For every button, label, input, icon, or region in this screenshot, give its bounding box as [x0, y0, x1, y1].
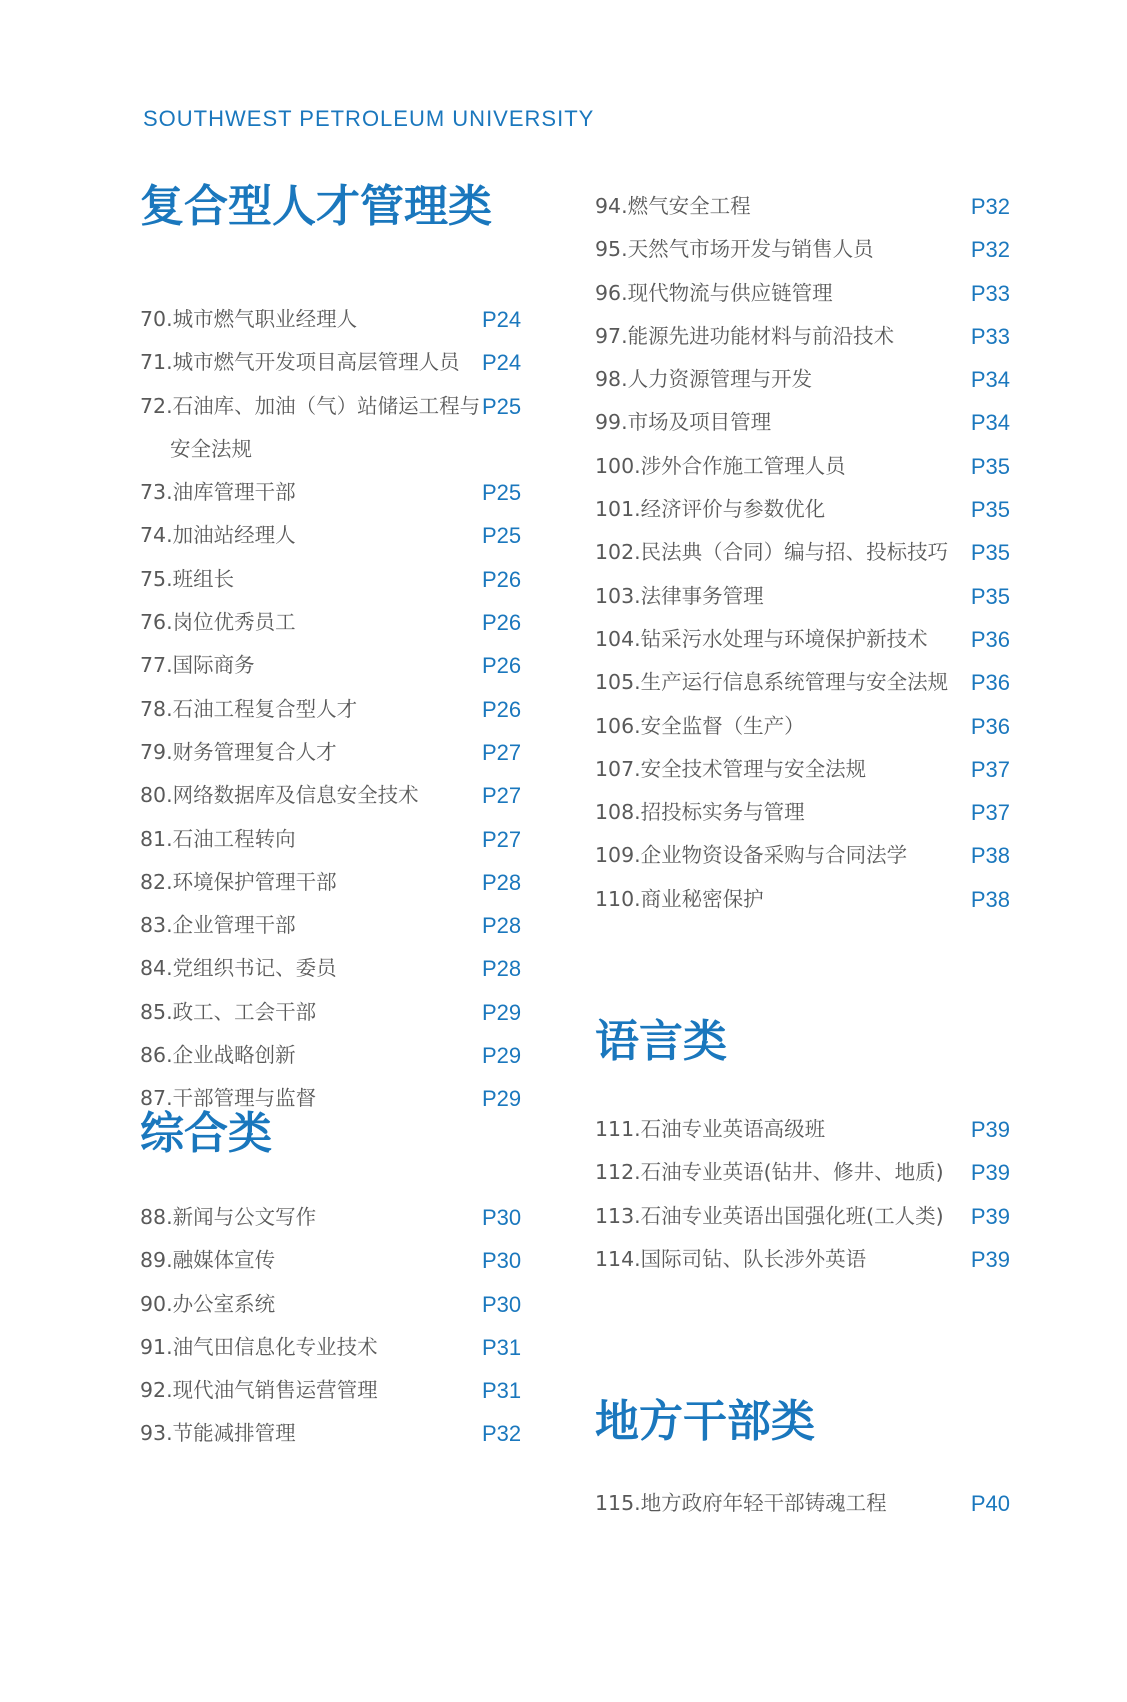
university-header: SOUTHWEST PETROLEUM UNIVERSITY — [143, 106, 595, 131]
toc-item-title: 110.商业秘密保护 — [595, 886, 764, 911]
section-title-composite: 复合型人才管理类 — [140, 181, 492, 232]
toc-item-title: 100.涉外合作施工管理人员 — [595, 453, 846, 478]
toc-item-title: 101.经济评价与参数优化 — [595, 497, 826, 522]
toc-item-title: 93.节能减排管理 — [140, 1421, 296, 1446]
toc-item-page: P34 — [970, 410, 1010, 436]
toc-item[interactable] — [140, 1326, 530, 1369]
toc-item-page: P26 — [482, 566, 522, 592]
toc-item[interactable] — [140, 774, 530, 817]
section-language — [595, 1012, 1010, 1072]
toc-item-title: 80.网络数据库及信息安全技术 — [140, 783, 419, 808]
toc-item-title: 89.融媒体宣传 — [140, 1248, 276, 1273]
section-local — [595, 1392, 1010, 1452]
toc-item[interactable] — [595, 445, 1010, 488]
toc-item-page: P34 — [970, 367, 1010, 393]
toc-item-page: P25 — [482, 523, 522, 549]
toc-item-page: P26 — [482, 653, 522, 679]
toc-item[interactable] — [595, 358, 1010, 401]
toc-item-page: P27 — [482, 739, 522, 765]
toc-item-page: P30 — [482, 1248, 522, 1274]
toc-item-title: 72.石油库、加油（气）站储运工程与安全法规 — [140, 393, 481, 461]
toc-item[interactable] — [595, 1108, 1010, 1151]
toc-item-title: 98.人力资源管理与开发 — [595, 367, 813, 392]
toc-item[interactable] — [140, 471, 530, 514]
toc-item[interactable] — [595, 315, 1010, 358]
toc-item-title: 81.石油工程转向 — [140, 826, 296, 851]
toc-item-title: 70.城市燃气职业经理人 — [140, 307, 358, 331]
toc-list-composite-continued — [595, 185, 1010, 921]
toc-item[interactable] — [140, 688, 530, 731]
toc-item-title: 104.钻采污水处理与环境保护新技术 — [595, 626, 928, 651]
toc-item[interactable] — [140, 861, 530, 904]
toc-item[interactable] — [140, 341, 530, 384]
toc-item-title: 103.法律事务管理 — [595, 583, 764, 608]
toc-item-title: 74.加油站经理人 — [140, 523, 296, 548]
toc-item-page: P32 — [970, 237, 1010, 263]
toc-item[interactable] — [595, 185, 1010, 228]
toc-list-composite — [140, 298, 530, 1121]
toc-list-general — [140, 1196, 530, 1456]
toc-item-page: P35 — [970, 583, 1010, 609]
toc-item[interactable] — [140, 298, 530, 341]
toc-item-page: P29 — [482, 1086, 522, 1112]
toc-item[interactable] — [595, 1238, 1010, 1281]
toc-item-page: P35 — [970, 497, 1010, 523]
toc-item-page: P35 — [970, 540, 1010, 566]
toc-item-page: P38 — [970, 843, 1010, 869]
toc-item-page: P29 — [482, 999, 522, 1025]
toc-item-title: 95.天然气市场开发与销售人员 — [595, 237, 874, 262]
toc-item-title: 82.环境保护管理干部 — [140, 869, 337, 894]
toc-item[interactable] — [595, 705, 1010, 748]
toc-item-title: 107.安全技术管理与安全法规 — [595, 756, 867, 781]
toc-item-title: 73.油库管理干部 — [140, 480, 296, 505]
toc-item[interactable] — [140, 1412, 530, 1455]
toc-list-local — [595, 1482, 1010, 1525]
toc-item-page: P31 — [482, 1378, 522, 1404]
toc-item[interactable] — [140, 1196, 530, 1239]
toc-item[interactable] — [595, 575, 1010, 618]
toc-item-page: P32 — [482, 1421, 522, 1447]
toc-item-page: P39 — [970, 1203, 1010, 1229]
toc-item-page: P24 — [482, 350, 522, 376]
section-composite — [140, 177, 530, 237]
toc-item-page: P30 — [482, 1205, 522, 1230]
toc-item-title: 106.安全监督（生产） — [595, 713, 805, 738]
toc-item-page: P28 — [482, 956, 522, 982]
toc-item[interactable] — [595, 661, 1010, 704]
toc-item[interactable] — [595, 748, 1010, 791]
toc-item[interactable] — [595, 1482, 1010, 1525]
toc-item[interactable] — [595, 878, 1010, 921]
toc-item-title: 114.国际司钻、队长涉外英语 — [595, 1246, 867, 1271]
toc-item-page: P25 — [482, 480, 522, 506]
toc-item-title: 90.办公室系统 — [140, 1291, 276, 1316]
toc-item[interactable] — [140, 1034, 530, 1077]
section-general — [140, 1104, 530, 1164]
toc-item[interactable] — [140, 731, 530, 774]
toc-item-title: 78.石油工程复合型人才 — [140, 696, 358, 721]
toc-item-title: 115.地方政府年轻干部铸魂工程 — [595, 1491, 887, 1515]
toc-item-page: P26 — [482, 696, 522, 722]
toc-item-title: 105.生产运行信息系统管理与安全法规 — [595, 670, 949, 695]
toc-item[interactable] — [595, 1195, 1010, 1238]
toc-item[interactable] — [595, 834, 1010, 877]
toc-item-title: 91.油气田信息化专业技术 — [140, 1334, 378, 1359]
toc-item-title: 113.石油专业英语出国强化班(工人类) — [595, 1203, 944, 1228]
toc-item-page: P37 — [970, 800, 1010, 826]
toc-item-page: P24 — [482, 307, 522, 332]
toc-item-title: 87.干部管理与监督 — [140, 1086, 317, 1111]
toc-item-page: P28 — [482, 869, 522, 895]
toc-item-title: 88.新闻与公文写作 — [140, 1205, 317, 1229]
toc-item-title: 71.城市燃气开发项目高层管理人员 — [140, 350, 460, 375]
toc-list-language — [595, 1108, 1010, 1281]
toc-item[interactable] — [595, 228, 1010, 271]
toc-item[interactable] — [595, 1151, 1010, 1194]
toc-item-title: 97.能源先进功能材料与前沿技术 — [595, 323, 895, 348]
toc-item[interactable] — [140, 385, 530, 472]
toc-item-page: P32 — [970, 194, 1010, 219]
toc-item[interactable] — [595, 488, 1010, 531]
toc-item[interactable] — [595, 791, 1010, 834]
toc-item[interactable] — [140, 1369, 530, 1412]
toc-item[interactable] — [140, 904, 530, 947]
toc-item-page: P27 — [482, 826, 522, 852]
toc-item-page: P36 — [970, 626, 1010, 652]
toc-item-page: P31 — [482, 1334, 522, 1360]
toc-item-page: P39 — [970, 1246, 1010, 1272]
toc-item-title: 77.国际商务 — [140, 653, 255, 678]
toc-item-title: 96.现代物流与供应链管理 — [595, 280, 833, 305]
toc-item-page: P39 — [970, 1160, 1010, 1186]
toc-item[interactable] — [140, 644, 530, 687]
toc-item-page: P26 — [482, 610, 522, 636]
section-title-general: 综合类 — [140, 1108, 272, 1159]
toc-item-page: P40 — [970, 1491, 1010, 1516]
toc-item-title: 94.燃气安全工程 — [595, 194, 751, 218]
toc-item[interactable] — [595, 401, 1010, 444]
toc-item-page: P33 — [970, 323, 1010, 349]
toc-item-page: P36 — [970, 670, 1010, 696]
toc-item-title: 86.企业战略创新 — [140, 1043, 296, 1068]
toc-item[interactable] — [140, 818, 530, 861]
toc-item-page: P38 — [970, 886, 1010, 912]
toc-item-page: P39 — [970, 1117, 1010, 1142]
toc-item-title: 85.政工、工会干部 — [140, 999, 317, 1024]
toc-item-page: P29 — [482, 1043, 522, 1069]
toc-item-title: 92.现代油气销售运营管理 — [140, 1378, 378, 1403]
toc-item[interactable] — [140, 601, 530, 644]
toc-item-title: 111.石油专业英语高级班 — [595, 1117, 826, 1141]
toc-item[interactable] — [140, 558, 530, 601]
toc-item-page: P33 — [970, 280, 1010, 306]
toc-item-page: P25 — [482, 393, 522, 419]
section-title-local: 地方干部类 — [595, 1396, 815, 1447]
toc-item[interactable] — [140, 991, 530, 1034]
toc-item[interactable] — [595, 531, 1010, 574]
toc-item-title: 76.岗位优秀员工 — [140, 610, 296, 635]
toc-item[interactable] — [595, 618, 1010, 661]
toc-item[interactable] — [140, 947, 530, 990]
toc-item[interactable] — [140, 514, 530, 557]
toc-item-title: 83.企业管理干部 — [140, 913, 296, 938]
toc-item-page: P28 — [482, 913, 522, 939]
toc-item-page: P36 — [970, 713, 1010, 739]
toc-item-title: 99.市场及项目管理 — [595, 410, 772, 435]
toc-item-page: P35 — [970, 453, 1010, 479]
toc-item[interactable] — [140, 1239, 530, 1282]
toc-item-title: 112.石油专业英语(钻井、修井、地质) — [595, 1160, 944, 1185]
toc-item-title: 102.民法典（合同）编与招、投标技巧 — [595, 540, 949, 565]
toc-item-page: P30 — [482, 1291, 522, 1317]
toc-item-page: P37 — [970, 756, 1010, 782]
toc-item-title: 75.班组长 — [140, 566, 235, 591]
section-title-language: 语言类 — [595, 1016, 727, 1067]
toc-item[interactable] — [140, 1283, 530, 1326]
toc-item-title: 84.党组织书记、委员 — [140, 956, 337, 981]
toc-item-title: 109.企业物资设备采购与合同法学 — [595, 843, 908, 868]
toc-item-title: 79.财务管理复合人才 — [140, 739, 337, 764]
toc-item[interactable] — [595, 272, 1010, 315]
toc-item-page: P27 — [482, 783, 522, 809]
toc-item-title: 108.招投标实务与管理 — [595, 800, 805, 825]
